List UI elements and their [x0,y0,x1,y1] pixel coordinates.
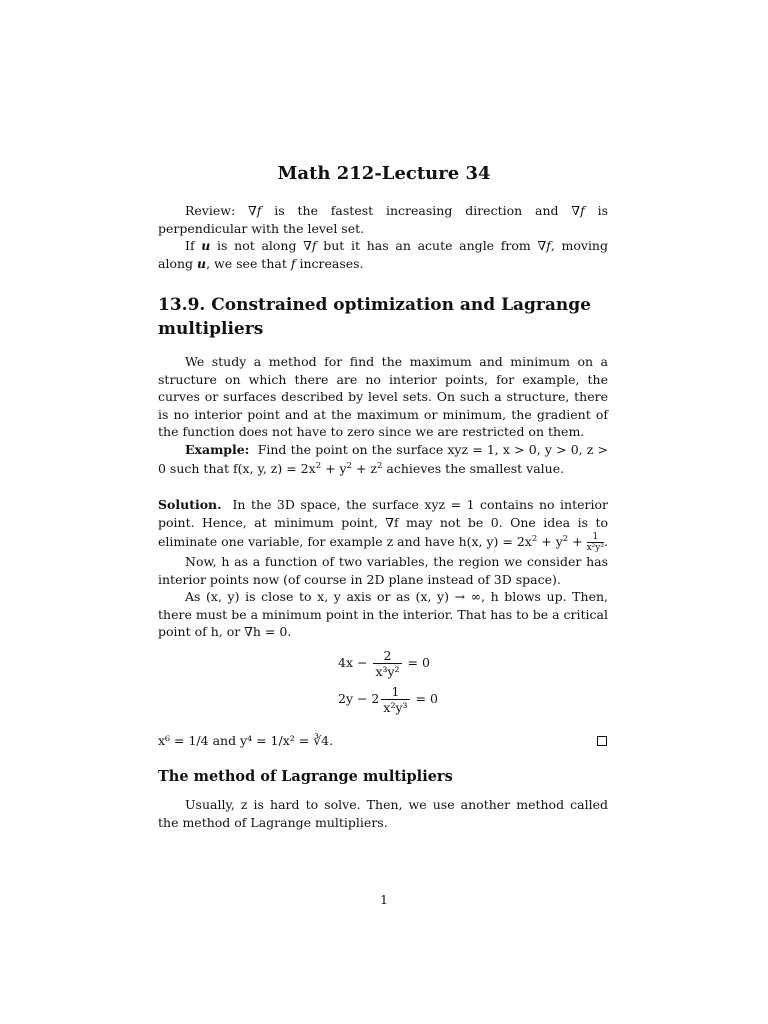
page-number: 1 [380,892,388,907]
example-paragraph: Example: Find the point on the surface xyz = 1, x > 0, y > 0, z > 0 such that f(x, y, $z) = 2x^2 + y^2 + z^2$ achieves the smallest value. [158,441,608,477]
intro-paragraph: We study a method for find the maximum and minimum on a structure on which there are no interior points, for example, the curves or surfaces described by level sets. On such a structure, there is no interior point and at the maximum or minimum, the gradient of the function does not have to zero since we are restricted on them. [158,354,608,439]
section-intro [158,353,608,478]
solution-label: Solution. [158,497,222,512]
qed-box-icon [597,736,607,746]
inline-fraction: $\frac{1}{\text{x²y²}}$ [586,532,604,554]
subsection-heading: The method of Lagrange multipliers [158,768,453,785]
equation-2: 2y − 2 $\frac{1}{\text{x²y³}}$ = 0 [338,684,438,715]
solution-paragraph-1: Solution. In the 3D space, the surface xyz = 1 contains no interior point. Hence, at minimum point, ∇f may not be 0. One idea is to eliminate one variable, for example z and have h(x, $y) = 2x^2 + y^2$ + $\frac{1}{\text{x²y²}}$ . [158,497,608,554]
review-line-1: Review: ∇f is the fastest increasing direction and ∇f is perpendicular with the level set. [158,203,608,236]
review-line-2: If u is not along ∇f but it has an acute angle from ∇f, moving along u, we see that f increases. [158,238,608,271]
solution-result: x⁶ = 1/4 and y⁴ = 1/x² = ∛4. [158,733,334,748]
solution-paragraph-3: As (x, y) is close to x, y axis or as (x, y) → ∞, h blows up. Then, there must be a minimum point in the interior. That has to be a critical point of h, or ∇h = 0. [158,589,608,640]
section-heading: 13.9. Constrained optimization and Lagrange multipliers [158,295,591,339]
review-paragraph [158,202,608,272]
page-title: Math 212-Lecture 34 [277,163,491,184]
solution-paragraph-2: Now, h as a function of two variables, the region we consider has interior points now (of course in 2D plane instead of 3D space). [158,554,608,587]
equation-1: 4x − $\frac{2}{\text{x³y²}}$ = 0 [338,648,430,679]
subsection-paragraph: Usually, z is hard to solve. Then, we use another method called the method of Lagrange multipliers. [158,797,608,830]
solution-block [158,496,608,641]
example-label: Example: [185,441,250,457]
